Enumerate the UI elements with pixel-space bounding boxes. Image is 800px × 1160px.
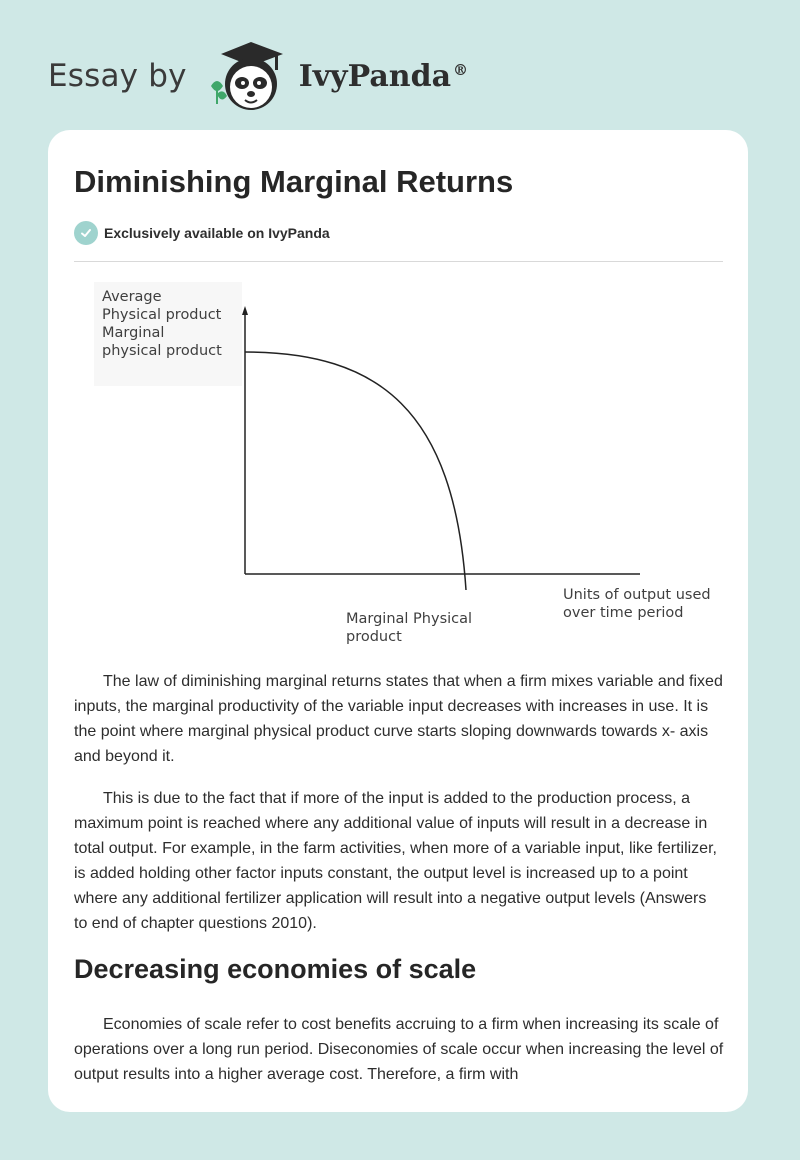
registered-mark: ® [453,60,469,79]
brand-header [48,36,468,116]
mpp-curve [245,352,466,590]
figure-mpp-curve [94,280,738,655]
section-heading: Decreasing economies of scale [74,954,477,984]
curve-label: Marginal Physical product [346,611,473,645]
paragraph-1: The law of diminishing marginal returns states that when a firm mixes variable and fixed inputs, the marginal productivity of the variable input decreases with increases in use. It is the point where marginal physical product curve starts sloping downwards towards x- axis and beyond it. [74,673,723,765]
check-circle-icon [74,221,98,245]
page-title: Diminishing Marginal Returns [74,164,514,199]
panda-graduate-icon[interactable] [203,38,293,114]
brand-prefix: Essay by [48,58,187,94]
x-axis-label: Units of output used over time period [563,587,711,621]
y-axis-arrow [242,306,248,315]
divider [74,261,723,262]
paragraph-3: Economies of scale refer to cost benefits accruing to a firm when increasing its scale of operations over a long run period. Diseconomies of scale occur when increasing the level of output results into a higher average cost. Therefore, a firm with [74,1016,724,1083]
brand-name: IvyPanda ® [298,58,469,94]
paragraph-2: This is due to the fact that if more of the input is added to the production process, a maximum point is reached where any additional value of inputs will result in a decrease in total output. For example, in the farm activities, when more of a variable input, like fertilizer, is added holding other factor inputs constant, the output level is increased up to a point where any additional fertilizer application will result into a negative output levels (Answers to end of chapter questions 2010). [74,790,717,932]
y-axis-label: Average Physical product Marginal physical product [102,289,222,359]
exclusive-badge [74,221,330,245]
badge-text: Exclusively available on IvyPanda [104,225,330,241]
article-card [48,130,748,1112]
